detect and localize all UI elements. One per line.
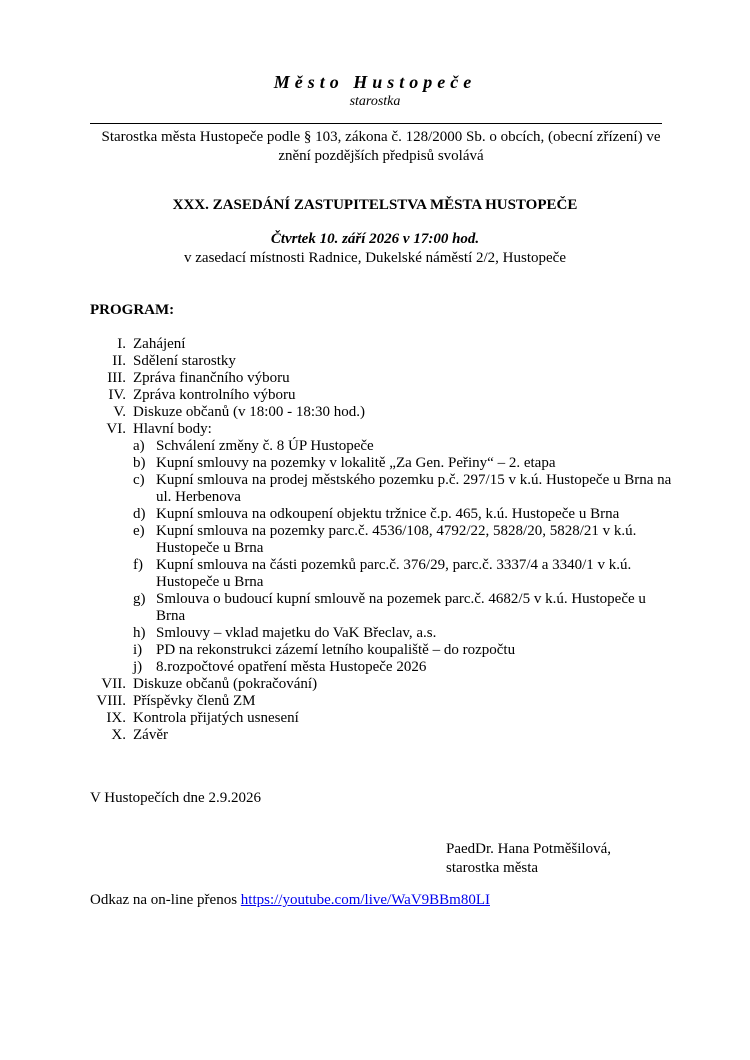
signatory-role: starostka města (446, 860, 539, 876)
main-item (0, 557, 750, 591)
program-item-number: VIII. (96, 693, 126, 709)
program-item (0, 336, 750, 353)
main-item-text: Kupní smlouvy na pozemky v lokalitě „Za Gen. Peřiny“ – 2. etapa (156, 455, 556, 471)
program-item-number: IX. (106, 710, 126, 726)
program-item (0, 693, 750, 710)
program-item-text: Diskuze občanů (pokračování) (133, 676, 318, 692)
main-item (0, 455, 750, 472)
main-item-text: Kupní smlouva na pozemky parc.č. 4536/108, 4792/22, 5828/20, 5828/21 v k.ú. Hustopeče u Brna (156, 523, 637, 556)
main-item (0, 523, 750, 557)
program-item (0, 404, 750, 421)
main-item (0, 659, 750, 676)
program-item-number: I. (117, 336, 126, 352)
program-item (0, 370, 750, 387)
main-item-letter: c) (133, 472, 145, 488)
main-item-letter: i) (133, 642, 143, 658)
main-item-text: Kupní smlouva na odkoupení objektu tržnice č.p. 465, k.ú. Hustopeče u Brna (156, 506, 620, 522)
signature-block (446, 840, 611, 878)
main-item-letter: d) (133, 506, 146, 522)
program-item (0, 710, 750, 727)
program-item (0, 353, 750, 370)
main-item-text: 8.rozpočtové opatření města Hustopeče 2026 (156, 659, 427, 675)
program-list (0, 336, 750, 744)
main-item-letter: j) (133, 659, 143, 675)
main-item-text: Smlouva o budoucí kupní smlouvě na pozemek parc.č. 4682/5 v k.ú. Hustopeče u Brna (156, 591, 646, 624)
main-item-letter: e) (133, 523, 145, 539)
program-item-number: II. (112, 353, 126, 369)
program-item-text: Zahájení (133, 336, 186, 352)
program-item (0, 387, 750, 404)
stream-label: Odkaz na on-line přenos (90, 892, 238, 908)
stream-line (90, 892, 490, 909)
signatory-name: PaedDr. Hana Potměšilová, (446, 841, 611, 857)
program-item (0, 676, 750, 693)
meeting-place: v zasedací místnosti Radnice, Dukelské náměstí 2/2, Hustopeče (184, 250, 566, 266)
program-item-number: IV. (108, 387, 126, 403)
program-item-number: VII. (101, 676, 126, 692)
program-heading: PROGRAM: (90, 302, 175, 318)
main-item-text: Schválení změny č. 8 ÚP Hustopeče (156, 438, 374, 454)
program-item-text: Zpráva finančního výboru (133, 370, 290, 386)
program-item-number: X. (111, 727, 126, 743)
program-item-number: VI. (106, 421, 126, 437)
city-title: Město Hustopeče (273, 72, 477, 92)
stream-link[interactable]: https://youtube.com/live/WaV9BBm80LI (240, 892, 490, 908)
program-item-text: Hlavní body: (133, 421, 212, 437)
main-item-letter: f) (133, 557, 143, 573)
program-item-number: III. (107, 370, 126, 386)
convening-text: Starostka města Hustopeče podle § 103, zákona č. 128/2000 Sb. o obcích, (obecní zřízení) ve znění pozdějších předpisů svolává (101, 129, 661, 164)
main-item-letter: g) (133, 591, 146, 607)
main-item (0, 591, 750, 625)
program-item-text: Příspěvky členů ZM (133, 693, 256, 709)
program-item-text: Zpráva kontrolního výboru (133, 387, 296, 403)
main-item (0, 438, 750, 455)
program-item-text: Závěr (133, 727, 168, 743)
office-subtitle: starostka (349, 94, 401, 109)
main-item (0, 472, 750, 506)
main-item-letter: h) (133, 625, 146, 641)
main-item-text: Kupní smlouva na části pozemků parc.č. 376/29, parc.č. 3337/4 a 3340/1 v k.ú. Hustopeče u Brna (156, 557, 632, 590)
meeting-date: Čtvrtek 10. září 2026 v 17:00 hod. (270, 231, 480, 247)
meeting-title: XXX. ZASEDÁNÍ ZASTUPITELSTVA MĚSTA HUSTOPEČE (172, 197, 578, 213)
main-item (0, 625, 750, 642)
program-item (0, 727, 750, 744)
main-item (0, 642, 750, 659)
main-item-text: Kupní smlouva na prodej městského pozemku p.č. 297/15 v k.ú. Hustopeče u Brna na ul. Herbenova (156, 472, 672, 505)
header-divider (90, 123, 662, 124)
main-item-letter: a) (133, 438, 145, 454)
program-item-number: V. (113, 404, 126, 420)
main-item-text: Smlouvy – vklad majetku do VaK Břeclav, a.s. (156, 625, 437, 641)
main-item-text: PD na rekonstrukci zázemí letního koupaliště – do rozpočtu (156, 642, 516, 658)
main-item-letter: b) (133, 455, 146, 471)
program-item-text: Diskuze občanů (v 18:00 - 18:30 hod.) (133, 404, 366, 420)
program-item (0, 421, 750, 438)
main-item (0, 506, 750, 523)
place-date: V Hustopečích dne 2.9.2026 (90, 790, 261, 806)
program-item-text: Sdělení starostky (133, 353, 236, 369)
program-item-text: Kontrola přijatých usnesení (133, 710, 299, 726)
